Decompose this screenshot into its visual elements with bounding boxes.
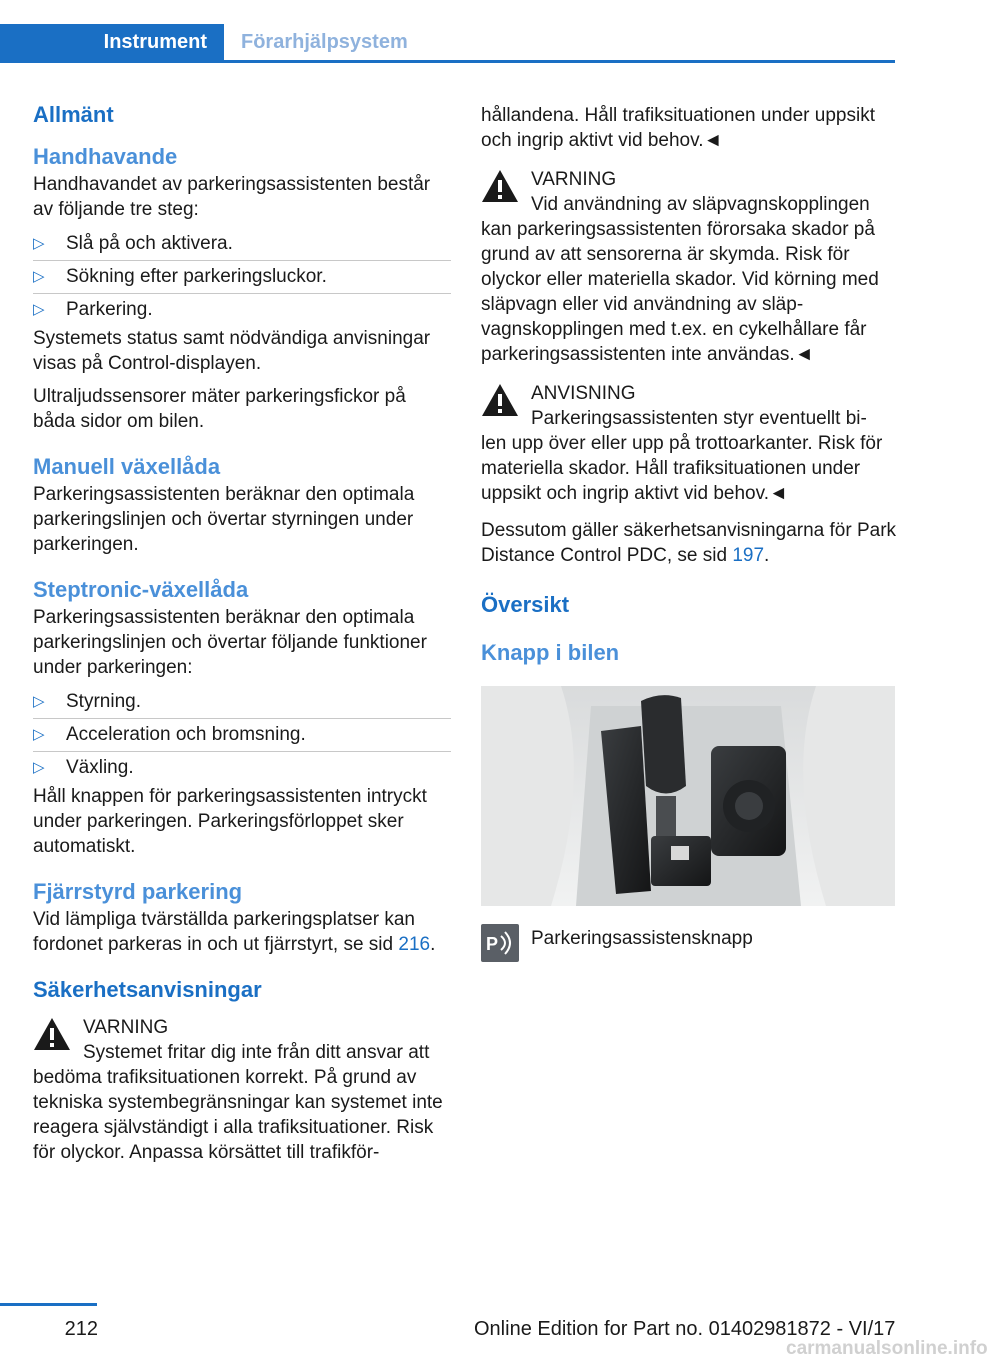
warning-title: VARNING xyxy=(83,1017,169,1038)
paragraph-hall: Håll knappen för parkeringsassistenten intryckt under parkeringen. Parkeringsförloppet sker automatiskt. xyxy=(33,786,427,857)
list-item: ▷ Växling. xyxy=(33,757,134,778)
page-number: 212 xyxy=(64,1318,98,1340)
triangle-bullet-icon: ▷ xyxy=(33,726,45,743)
header-bar xyxy=(0,24,895,63)
parking-assistant-button-icon xyxy=(481,924,519,962)
paragraph-handhavande: Handhavandet av parkeringsassistenten består av följande tre steg: xyxy=(33,174,431,220)
center-console-photo xyxy=(481,686,895,906)
center-console-image xyxy=(481,686,895,906)
paragraph-steptronic: Parkeringsassistenten beräknar den optimala parkeringslinjen och övertar följande funktioner under parkeringen: xyxy=(33,607,427,678)
paragraph-fjarrstyrd: Vid lämpliga tvärställda parkeringsplatser kan fordonet parkeras in och ut fjärrstyrt, se sid 216. xyxy=(33,909,436,955)
left-column xyxy=(33,100,451,1165)
watermark: carmanualsonline.info xyxy=(786,1338,988,1359)
heading-fjarrstyrd: Fjärrstyrd parkering xyxy=(33,879,243,904)
warning-triangle-icon xyxy=(33,1017,71,1051)
paragraph-status: Systemets status samt nödvändiga anvisningar visas på Control-displayen. xyxy=(33,328,431,374)
heading-manuell: Manuell växellåda xyxy=(33,454,221,479)
warning-box-2 xyxy=(481,167,897,367)
warning-text-first: Systemet fritar dig inte från ditt ansvar att xyxy=(83,1042,430,1063)
warning-triangle-icon xyxy=(481,383,519,417)
svg-text:P: P xyxy=(486,934,499,954)
tab-forarhjalpsystem[interactable]: Förarhjälpsystem xyxy=(241,31,408,53)
list-item: ▷ Styrning. xyxy=(33,686,451,719)
heading-oversikt: Översikt xyxy=(481,592,570,617)
legend-row xyxy=(481,924,897,968)
footer-divider xyxy=(0,1303,97,1306)
legend-label: Parkeringsassistensknapp xyxy=(531,928,753,949)
triangle-bullet-icon: ▷ xyxy=(33,693,45,710)
paragraph-continuation: hållandena. Håll trafiksituationen under uppsikt och ingrip aktivt vid behov.◄ xyxy=(481,105,875,151)
notice-title: ANVISNING xyxy=(531,383,636,404)
steps-list-1 xyxy=(33,228,451,326)
tab-instrument[interactable]: Instrument xyxy=(0,24,224,60)
page-link-216[interactable]: 216 xyxy=(398,934,431,955)
triangle-bullet-icon: ▷ xyxy=(33,235,45,252)
warning-box-1 xyxy=(33,1015,451,1165)
steps-list-2 xyxy=(33,686,451,784)
warning-text: bedöma trafiksituationen korrekt. På grund av tekniska systembegränsningar kan systemet inte reagera självständigt i alla trafiksituationer. Risk för olyckor. Anpassa körsättet till trafikför- xyxy=(33,1067,443,1163)
notice-text: len upp över eller upp på trottoarkanter. Risk för materiella skador. Håll trafiksituationen under uppsikt och ingrip aktivt vid behov.◄ xyxy=(481,433,883,504)
heading-allmant: Allmänt xyxy=(33,102,114,127)
triangle-bullet-icon: ▷ xyxy=(33,268,45,285)
list-item: ▷ Sökning efter parkeringsluckor. xyxy=(33,261,451,294)
warning-text-first: Vid användning av släpvagnskopplingen xyxy=(531,194,870,215)
paragraph-dessutom: Dessutom gäller säkerhetsanvisningarna för Park Distance Control PDC, se sid 197. xyxy=(481,520,897,566)
heading-steptronic: Steptronic-växellåda xyxy=(33,577,249,602)
right-column xyxy=(481,103,897,968)
list-item: ▷ Acceleration och bromsning. xyxy=(33,719,451,752)
warning-title: VARNING xyxy=(531,169,617,190)
page-link-197[interactable]: 197 xyxy=(732,545,765,566)
list-item: ▷ Slå på och aktivera. xyxy=(33,228,451,261)
list-item: ▷ Parkering. xyxy=(33,299,153,320)
triangle-bullet-icon: ▷ xyxy=(33,301,45,318)
notice-text-first: Parkeringsassistenten styr eventuellt bi- xyxy=(531,408,867,429)
heading-handhavande: Handhavande xyxy=(33,144,178,169)
warning-triangle-icon xyxy=(481,169,519,203)
warning-text: kan parkeringsassistenten förorsaka skador på grund av att sensorerna är skymda. Risk för olyckor eller materiella skador. Vid körning med släpvagn eller vid användning av släpvagnskopplingen med t.ex. en cykelhållare får parkeringsassistenten inte användas.◄ xyxy=(481,219,879,365)
paragraph-ultraljud: Ultraljudssensorer mäter parkeringsfickor på båda sidor om bilen. xyxy=(33,386,406,432)
triangle-bullet-icon: ▷ xyxy=(33,759,45,776)
heading-sakerhetsanvisningar: Säkerhetsanvisningar xyxy=(33,977,262,1002)
paragraph-manuell: Parkeringsassistenten beräknar den optimala parkeringslinjen och övertar styrningen under parkeringen. xyxy=(33,484,415,555)
notice-box xyxy=(481,381,897,506)
edition-text: Online Edition for Part no. 01402981872 - VI/17 xyxy=(474,1318,896,1340)
heading-knapp-i-bilen: Knapp i bilen xyxy=(481,640,620,665)
